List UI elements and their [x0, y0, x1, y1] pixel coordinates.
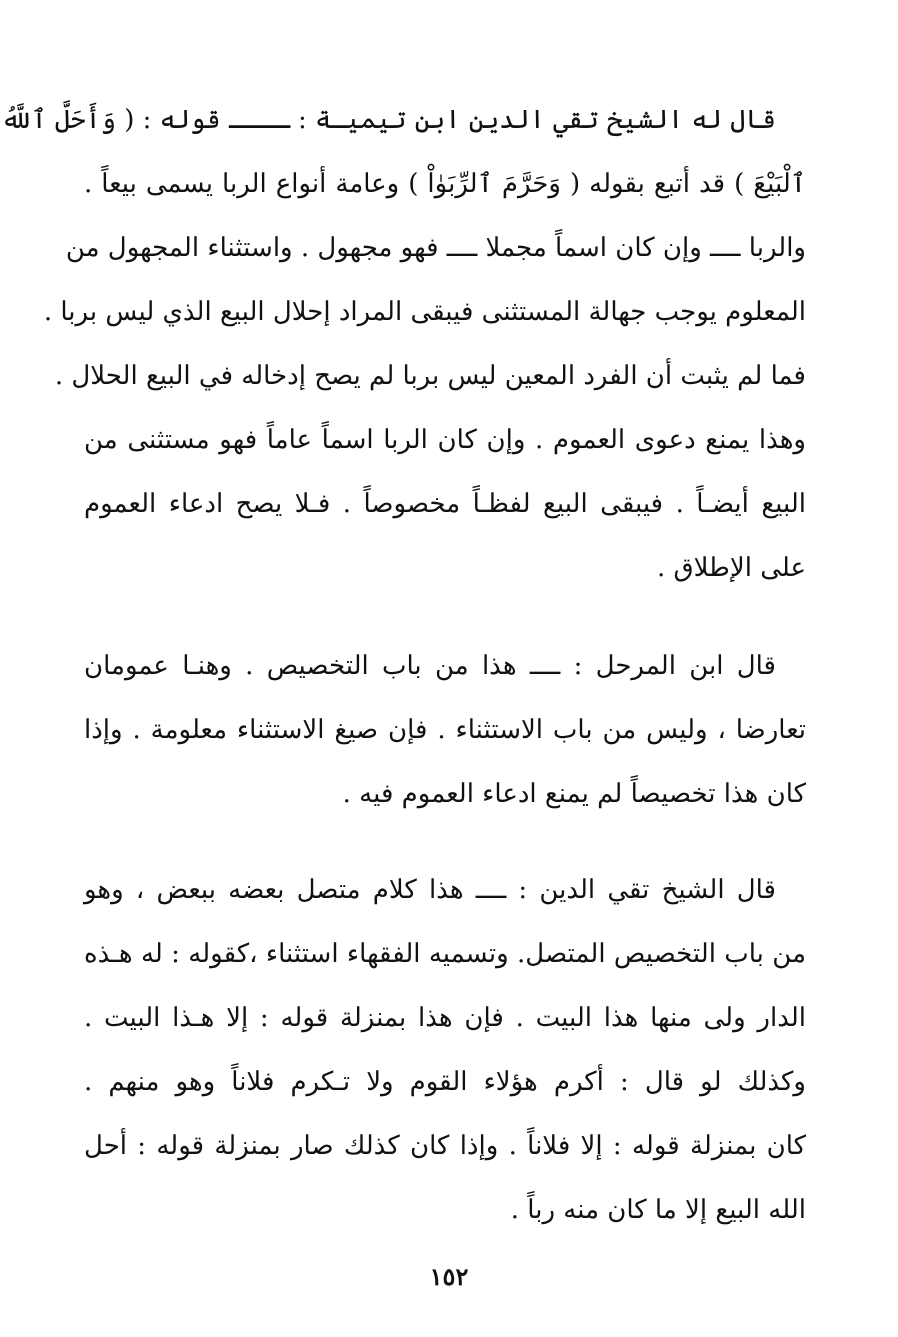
paragraph-line: الدار ولى منها هذا البيت . فإن هذا بمنزلة قوله : إلا هـذا البيت . — [84, 1003, 806, 1033]
paragraph-line: كان بمنزلة قوله : إلا فلاناً . وإذا كان كذلك صار بمنزلة قوله : أحل — [84, 1131, 806, 1161]
paragraph-line: الله البيع إلا ما كان منه رباً . — [510, 1195, 806, 1225]
paragraph-line: من باب التخصيص المتصل. وتسميه الفقهاء استثناء ،كقوله : له هـذه — [84, 939, 806, 969]
paragraph-line: ٱلْبَيْعَ ) قد أتبع بقوله ( وَحَرَّمَ ٱلرِّبَوٰاْ ) وعامة أنواع الربا يسمى بيعاً . — [84, 169, 806, 199]
paragraph-line: تعارضا ، وليس من باب الاستثناء . فإن صيغ الاستثناء معلومة . وإذا — [84, 715, 806, 745]
paragraph-line: كان هذا تخصيصاً لم يمنع ادعاء العموم فيه . — [342, 779, 806, 809]
paragraph-line: وهذا يمنع دعوى العموم . وإن كان الربا اسماً عاماً فهو مستثنى من — [84, 425, 806, 455]
paragraph-line: قال الشيخ تقي الدين : ــــ هذا كلام متصل بعضه ببعض ، وهو — [84, 875, 776, 905]
paragraph-line: المعلوم يوجب جهالة المستثنى فيبقى المراد إحلال البيع الذي ليس بربا . — [43, 297, 806, 327]
paragraph-ibn-al-murahhil — [84, 634, 806, 826]
paragraph-taqi-al-din — [84, 858, 806, 1242]
paragraph-line: على الإطلاق . — [656, 553, 806, 583]
paragraph-line: قال ابن المرحل : ــــ هذا من باب التخصيص . وهنـا عمومان — [84, 651, 776, 681]
paragraph-line: والربا ــــ وإن كان اسماً مجملا ــــ فهو مجهول . واستثناء المجهول من — [65, 233, 806, 263]
paragraph-line: قال له الشيخ تقي الدين ابن تيميـة : ــــ قوله : ( وَأَحَلَّ ٱللَّهُ — [1, 105, 776, 135]
paragraph-ibn-taymiyya-reply — [1, 88, 806, 600]
paragraph-line: فما لم يثبت أن الفرد المعين ليس بربا لم يصح إدخاله في البيع الحلال . — [54, 361, 806, 391]
paragraph-line: البيع أيضـاً . فيبقى البيع لفظـاً مخصوصاً . فـلا يصح ادعاء العموم — [84, 489, 806, 519]
paragraph-line: وكذلك لو قال : أكرم هؤلاء القوم ولا تـكرم فلاناً وهو منهم . — [84, 1067, 806, 1097]
page-number: ١٥٢ — [429, 1262, 469, 1291]
